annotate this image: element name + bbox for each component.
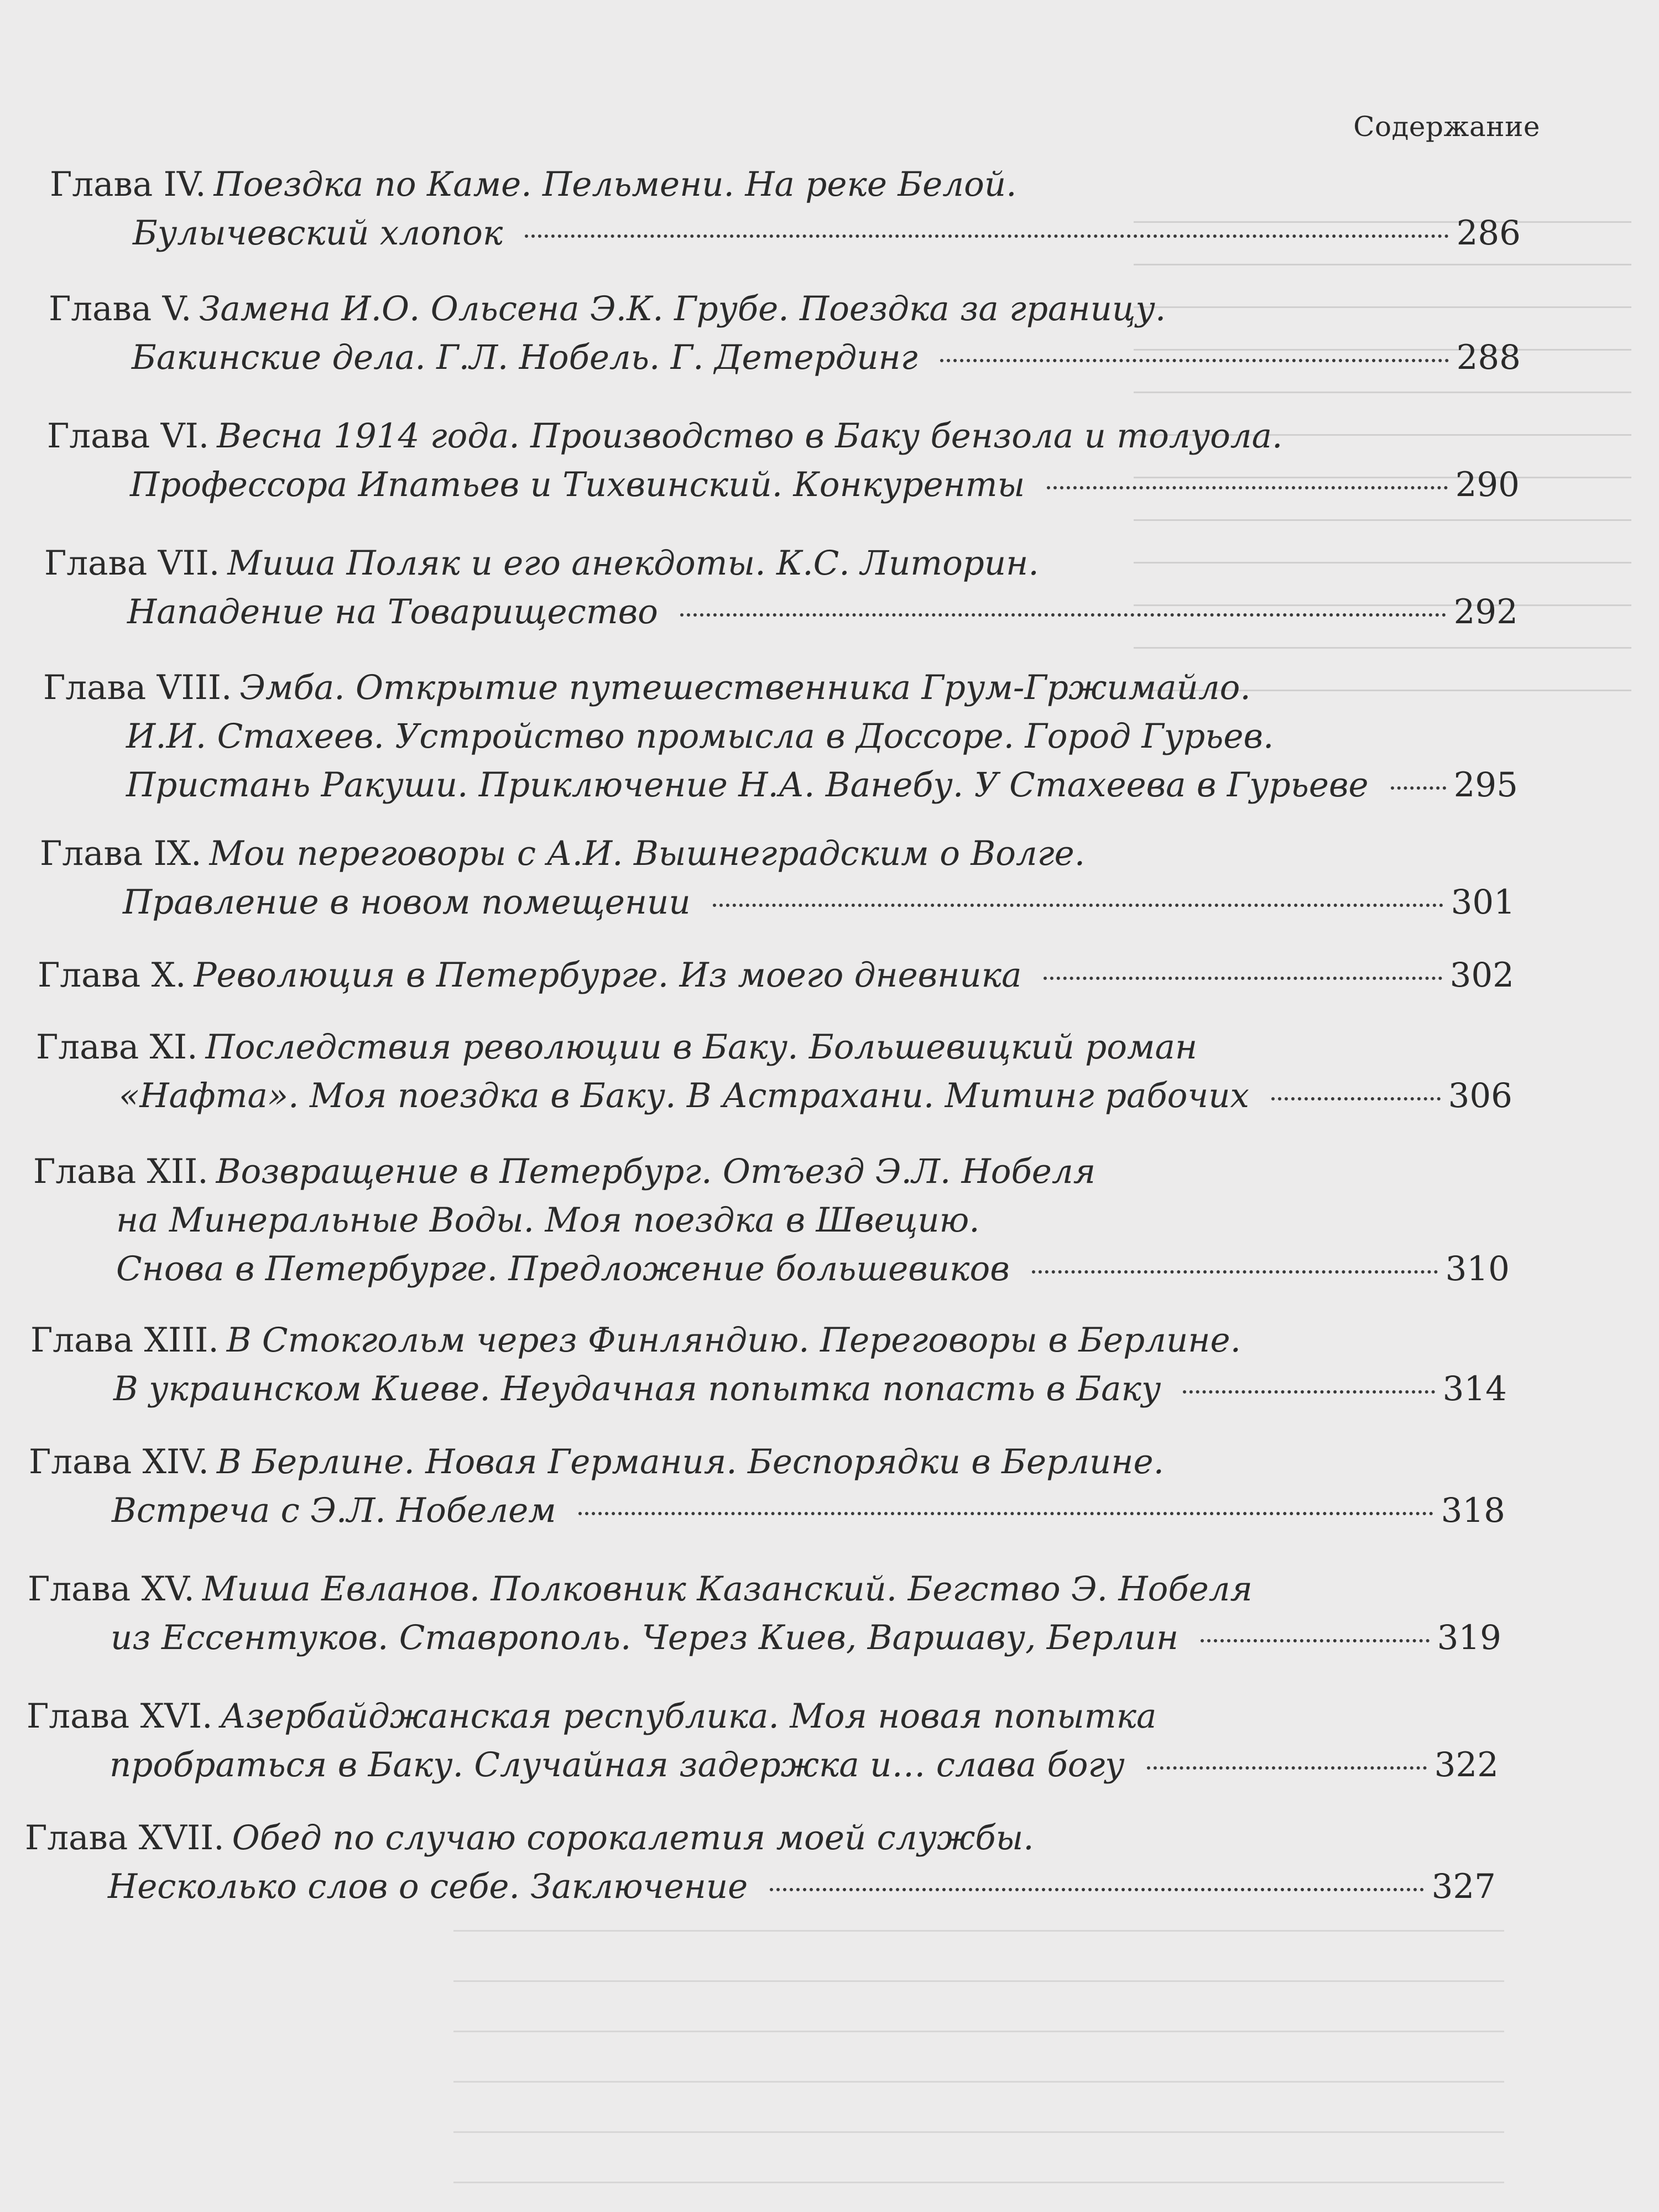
chapter-title-line: на Минеральные Воды. Моя поездка в Швецию. <box>116 1201 980 1240</box>
toc-entry <box>28 1565 1501 1662</box>
dot-leader <box>940 359 1449 362</box>
chapter-title-line: Встреча с Э.Л. Нобелем <box>112 1491 556 1530</box>
toc-entry <box>44 539 1518 637</box>
page-number: 319 <box>1437 1618 1501 1657</box>
toc-entry-line <box>28 1565 1501 1614</box>
dot-leader <box>1201 1639 1430 1642</box>
toc-entry-line <box>36 1072 1512 1120</box>
dot-leader <box>1044 977 1442 980</box>
toc-entry-line <box>49 285 1521 333</box>
chapter-title-line: Снова в Петербурге. Предложение большевиков <box>116 1249 1010 1288</box>
toc-entry-line <box>25 1814 1496 1863</box>
chapter-title-line: Правление в новом помещении <box>123 883 691 922</box>
chapter-title-line: Миша Поляк и его анекдоты. К.С. Литорин. <box>227 544 1039 583</box>
toc-entry <box>29 1438 1505 1535</box>
chapter-label: Глава XVI. <box>27 1697 213 1736</box>
chapter-title-line: из Ессентуков. Ставрополь. Через Киев, Варшаву, Берлин <box>111 1618 1179 1657</box>
chapter-title-line: Нападение на Товарищество <box>127 592 658 632</box>
chapter-label: Глава XV. <box>28 1569 195 1609</box>
chapter-title-line: В украинском Киеве. Неудачная попытка попасть в Баку <box>113 1369 1161 1408</box>
page-number: 301 <box>1451 883 1515 922</box>
page-number: 314 <box>1442 1369 1507 1408</box>
chapter-label: Глава XII. <box>33 1152 208 1191</box>
chapter-title-line: Замена И.О. Ольсена Э.К. Грубе. Поездка за границу. <box>199 289 1166 328</box>
chapter-label: Глава XI. <box>36 1027 198 1067</box>
toc-entry <box>25 1814 1496 1911</box>
page-number: 290 <box>1455 465 1520 504</box>
page-number: 310 <box>1445 1249 1510 1288</box>
dot-leader <box>770 1888 1423 1891</box>
chapter-title-line: И.И. Стахеев. Устройство промысла в Доссоре. Город Гурьев. <box>126 717 1274 756</box>
chapter-title-line: Мои переговоры с А.И. Вышнеградским о Волге. <box>209 834 1086 873</box>
running-header: Содержание <box>1353 111 1540 143</box>
toc-entry-line <box>49 333 1521 382</box>
toc-entry-line <box>43 664 1518 712</box>
toc-entry-line <box>27 1741 1499 1790</box>
chapter-title-line: Булычевский хлопок <box>133 213 503 253</box>
dot-leader <box>680 613 1446 617</box>
toc-entry-line <box>29 1486 1505 1535</box>
page-number: 322 <box>1434 1745 1499 1785</box>
chapter-title-line: Профессора Ипатьев и Тихвинский. Конкуренты <box>130 465 1025 504</box>
page-number: 288 <box>1456 338 1521 377</box>
page-number: 327 <box>1431 1867 1496 1906</box>
chapter-label: Глава X. <box>38 956 186 995</box>
toc-entry-line <box>43 712 1518 761</box>
page-number: 306 <box>1448 1076 1512 1115</box>
chapter-label: Глава XVII. <box>25 1818 225 1858</box>
toc-entry <box>50 160 1521 258</box>
dot-leader <box>578 1512 1433 1515</box>
toc-entry-line <box>30 1365 1507 1413</box>
chapter-title-line: Эмба. Открытие путешественника Грум-Гржимайло. <box>239 668 1251 707</box>
toc-entry <box>43 664 1518 810</box>
toc-entry-line <box>33 1147 1510 1196</box>
dot-leader <box>713 904 1443 907</box>
toc-entry <box>33 1147 1510 1293</box>
dot-leader <box>1032 1270 1438 1274</box>
toc-entry-line <box>33 1245 1510 1293</box>
chapter-label: Глава VIII. <box>43 668 232 707</box>
dot-leader <box>1183 1390 1434 1394</box>
toc-entry <box>49 285 1521 382</box>
chapter-label: Глава IX. <box>40 834 202 873</box>
toc-entry-line <box>44 539 1518 588</box>
chapter-label: Глава IV. <box>50 165 206 204</box>
page-number: 302 <box>1449 956 1514 995</box>
chapter-title-line: В Стокгольм через Финляндию. Переговоры в Берлине. <box>226 1321 1241 1360</box>
toc-entry-line <box>43 761 1518 810</box>
toc-entry-line <box>50 209 1521 258</box>
bleed-through-imprint <box>453 1891 1504 2193</box>
chapter-title-line: Пристань Ракуши. Приключение Н.А. Ванебу. У Стахеева в Гурьеве <box>126 765 1369 805</box>
chapter-title-line: пробраться в Баку. Случайная задержка и… слава богу <box>109 1745 1125 1785</box>
toc-entry <box>27 1692 1499 1790</box>
chapter-title-line: Обед по случаю сорокалетия моей службы. <box>232 1818 1034 1858</box>
dot-leader <box>1047 486 1447 489</box>
toc-entry-line <box>27 1692 1499 1741</box>
dot-leader <box>1271 1097 1441 1100</box>
toc-entry <box>38 951 1514 1000</box>
dot-leader <box>1391 786 1446 790</box>
chapter-title-line: «Нафта». Моя поездка в Баку. В Астрахани. Митинг рабочих <box>119 1076 1249 1115</box>
chapter-title-line: Революция в Петербурге. Из моего дневника <box>194 956 1022 995</box>
chapter-title-line: Азербайджанская республика. Моя новая попытка <box>220 1697 1157 1736</box>
toc-entry <box>36 1023 1512 1120</box>
chapter-label: Глава VI. <box>47 416 210 456</box>
chapter-title-line: В Берлине. Новая Германия. Беспорядки в Берлине. <box>216 1442 1164 1481</box>
page-number: 295 <box>1453 765 1518 805</box>
dot-leader <box>525 234 1448 238</box>
page-number: 318 <box>1441 1491 1505 1530</box>
toc-entry <box>40 830 1515 927</box>
chapter-label: Глава V. <box>49 289 192 328</box>
chapter-label: Глава VII. <box>44 544 220 583</box>
page-number: 292 <box>1453 592 1518 632</box>
toc-entry <box>47 412 1520 509</box>
chapter-title-line: Несколько слов о себе. Заключение <box>108 1867 748 1906</box>
toc-entry-line <box>36 1023 1512 1072</box>
chapter-title-line: Весна 1914 года. Производство в Баку бензола и толуола. <box>217 416 1283 456</box>
toc-entry <box>30 1316 1507 1413</box>
toc-entry-line <box>47 461 1520 509</box>
chapter-title-line: Миша Евланов. Полковник Казанский. Бегство Э. Нобеля <box>202 1569 1253 1609</box>
dot-leader <box>1147 1766 1427 1770</box>
toc-entry-line <box>28 1614 1501 1662</box>
chapter-label: Глава XIII. <box>30 1321 219 1360</box>
page-number: 286 <box>1456 213 1521 253</box>
chapter-title-line: Возвращение в Петербург. Отъезд Э.Л. Нобеля <box>216 1152 1096 1191</box>
toc-entry-line <box>33 1196 1510 1245</box>
chapter-title-line: Бакинские дела. Г.Л. Нобель. Г. Детердинг <box>132 338 918 377</box>
toc-entry-line <box>30 1316 1507 1365</box>
toc-entry-line <box>47 412 1520 461</box>
toc-entry-line <box>50 160 1521 209</box>
chapter-title-line: Последствия революции в Баку. Большевицкий роман <box>205 1027 1198 1067</box>
toc-entry-line <box>40 830 1515 878</box>
toc-entry-line <box>40 878 1515 927</box>
chapter-title-line: Поездка по Каме. Пельмени. На реке Белой. <box>213 165 1017 204</box>
toc-entry-line <box>38 951 1514 1000</box>
toc-entry-line <box>25 1863 1496 1911</box>
chapter-label: Глава XIV. <box>29 1442 209 1481</box>
toc-entry-line <box>29 1438 1505 1486</box>
toc-entry-line <box>44 588 1518 637</box>
